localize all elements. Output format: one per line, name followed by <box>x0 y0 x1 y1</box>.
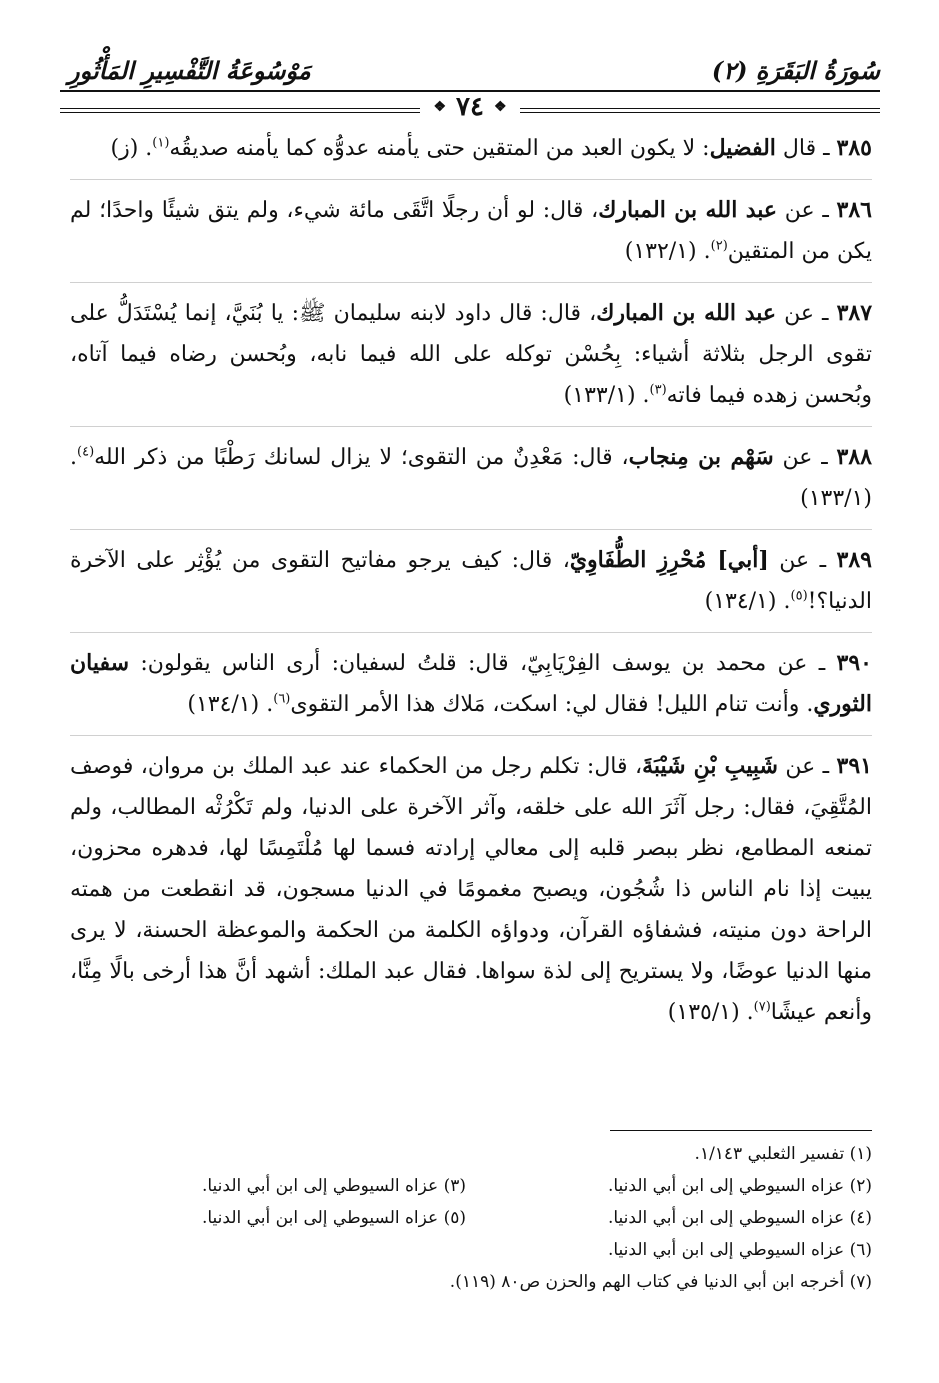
entry-body: : لا يكون العبد من المتقين حتى يأمنه عدوُّه كما يأمنه صديقُه <box>169 136 710 161</box>
entry-387 <box>70 293 872 427</box>
entry-body: . وأنت تنام الليل! فقال لي: اسكت، مَلاك هذا الأمر التقوى <box>290 692 814 717</box>
entry-391 <box>70 746 872 1043</box>
entry-pre: ـ عن <box>777 198 837 223</box>
entry-388 <box>70 437 872 530</box>
entry-ref: . (١٣٤/١) <box>187 692 274 717</box>
entry-body: ، قال: مَعْدِنٌ من التقوى؛ لا يزال لسانك رَطْبًا من ذكر الله <box>94 445 629 470</box>
entry-body: ، قال: قال داود لابنه سليمان ﷺ: يا بُنَيَّ، إنما يُسْتَدَلُّ على تقوى الرجل بثلاثة أشياء: بِحُسْن توكله على الله فيما نابه، وبُحسن رضاه فيما آتاه، وبُحسن زهده فيما فاته <box>70 301 872 408</box>
footnote-row <box>60 1266 872 1298</box>
entry-ref: . (ز) <box>110 136 153 161</box>
entry-pre: ـ قال <box>775 136 837 161</box>
entry-pre: ـ عن <box>768 548 837 573</box>
footnote: (١) تفسير الثعلبي ١/١٤٣. <box>694 1144 872 1164</box>
ornament-icon: ❖ <box>433 99 447 115</box>
footnote-row <box>60 1138 872 1170</box>
header-ornament-row <box>60 92 880 122</box>
entry-name: عبد الله بن المبارك <box>598 197 778 223</box>
main-text <box>70 128 872 1053</box>
footnote <box>60 1234 466 1266</box>
page-header <box>60 52 880 122</box>
entry-name: سفيان الثوري <box>70 650 872 717</box>
book-title: مَوْسُوعَةُ التَّفْسِيرِ المَأْثُورِ <box>68 56 311 85</box>
header-rule-right <box>520 108 880 113</box>
footnote-ref: (٣) <box>649 382 667 398</box>
footnote: (٥) عزاه السيوطي إلى ابن أبي الدنيا. <box>201 1208 466 1228</box>
entry-385 <box>70 128 872 180</box>
entry-name: شَبِيبِ بْنِ شَيْبَةَ <box>642 753 778 779</box>
footnote-ref: (٦) <box>273 691 291 707</box>
entry-number: ٣٨٧ <box>836 300 873 326</box>
entry-386 <box>70 190 872 283</box>
entry-number: ٣٩١ <box>836 753 872 779</box>
footnote: (٤) عزاه السيوطي إلى ابن أبي الدنيا. <box>607 1208 872 1228</box>
footnote: (٦) عزاه السيوطي إلى ابن أبي الدنيا. <box>607 1240 872 1260</box>
entry-ref: . (١٣٥/١) <box>667 1000 754 1025</box>
footnote: (٣) عزاه السيوطي إلى ابن أبي الدنيا. <box>201 1176 466 1196</box>
entry-389 <box>70 540 872 633</box>
entry-number: ٣٨٦ <box>836 197 872 223</box>
footnote-ref: (٤) <box>77 444 95 460</box>
ornament-icon: ❖ <box>493 99 507 115</box>
entry-pre: ـ عن <box>777 754 837 779</box>
footnote-ref: (١) <box>152 135 170 151</box>
entry-ref: . (١٣٤/١) <box>704 589 791 614</box>
entry-ref: . (١٣٢/١) <box>624 239 711 264</box>
footnote-ref: (٥) <box>790 588 808 604</box>
entry-390 <box>70 643 872 736</box>
entry-name: سَهْم بن مِنجاب <box>628 444 774 470</box>
entry-pre: ـ عن <box>776 301 837 326</box>
footnote-ref: (٢) <box>710 238 728 254</box>
entry-number: ٣٨٥ <box>836 135 872 161</box>
entry-number: ٣٨٨ <box>836 444 872 470</box>
footnote: (٧) أخرجه ابن أبي الدنيا في كتاب الهم والحزن ص٨٠ (١١٩). <box>449 1272 872 1292</box>
entry-body: ، قال: كيف يرجو مفاتيح التقوى من يُؤْثِر على الآخرة الدنيا؟! <box>70 548 872 614</box>
entry-name: الفضيل <box>709 135 776 161</box>
entry-ref: . (١٣٣/١) <box>563 383 650 408</box>
header-rule-left <box>60 108 420 113</box>
entry-pre: ـ عن محمد بن يوسف الفِرْيَابِيّ، قال: قلتُ لسفيان: أرى الناس يقولون: <box>129 651 837 676</box>
entry-name: [أبي] مُحْرِزِ الطُّفَاوِيّ <box>569 547 769 573</box>
footnote-ref: (٧) <box>753 999 771 1015</box>
footnote-separator <box>610 1130 872 1131</box>
surah-title: سُورَةُ البَقَرَةِ (٢) <box>711 56 880 85</box>
footnotes <box>60 1138 872 1298</box>
footnote: (٢) عزاه السيوطي إلى ابن أبي الدنيا. <box>607 1176 872 1196</box>
entry-name: عبد الله بن المبارك <box>596 300 777 326</box>
entry-number: ٣٨٩ <box>836 547 872 573</box>
entry-ref: . (١٣٣/١) <box>70 445 872 511</box>
entry-body: ، قال: لو أن رجلًا اتَّقَى مائة شيء، ولم يتق شيئًا واحدًا؛ لم يكن من المتقين <box>70 198 872 264</box>
footnote-row <box>60 1202 872 1234</box>
footnote-row <box>60 1170 872 1202</box>
footnote-row <box>60 1234 872 1266</box>
entry-pre: ـ عن <box>773 445 837 470</box>
entry-body: ، قال: تكلم رجل من الحكماء عند عبد الملك بن مروان، فوصف المُتَّقِيَ، فقال: رجل آثَرَ الله على خلقه، وآثر الآخرة على الدنيا، ولم تَكْرُثْه المطالب، ولم تمنعه المطامع، نظر ببصر قلبه إلى معالي إرادته فسما لها مُلْتَمِسًا لها، فدهره محزون، يبيت إذا نام الناس ذا شُجُون، ويصبح مغمومًا في الدنيا مسجون، قد انقطعت من همته الراحة دون منيته، فشفاؤه القرآن، ودواؤه الكلمة من الحكمة والموعظة الحسنة، لا يرى منها الدنيا عوضًا، ولا يستريح إلى لذة سواها. فقال عبد الملك: أشهد أنَّ هذا أرخى بالًا مِنَّا، وأنعم عيشًا <box>70 754 873 1025</box>
entry-number: ٣٩٠ <box>836 650 872 676</box>
footnote <box>60 1138 466 1170</box>
page-number: ٧٤ <box>456 92 484 122</box>
page-number-block <box>433 92 506 122</box>
